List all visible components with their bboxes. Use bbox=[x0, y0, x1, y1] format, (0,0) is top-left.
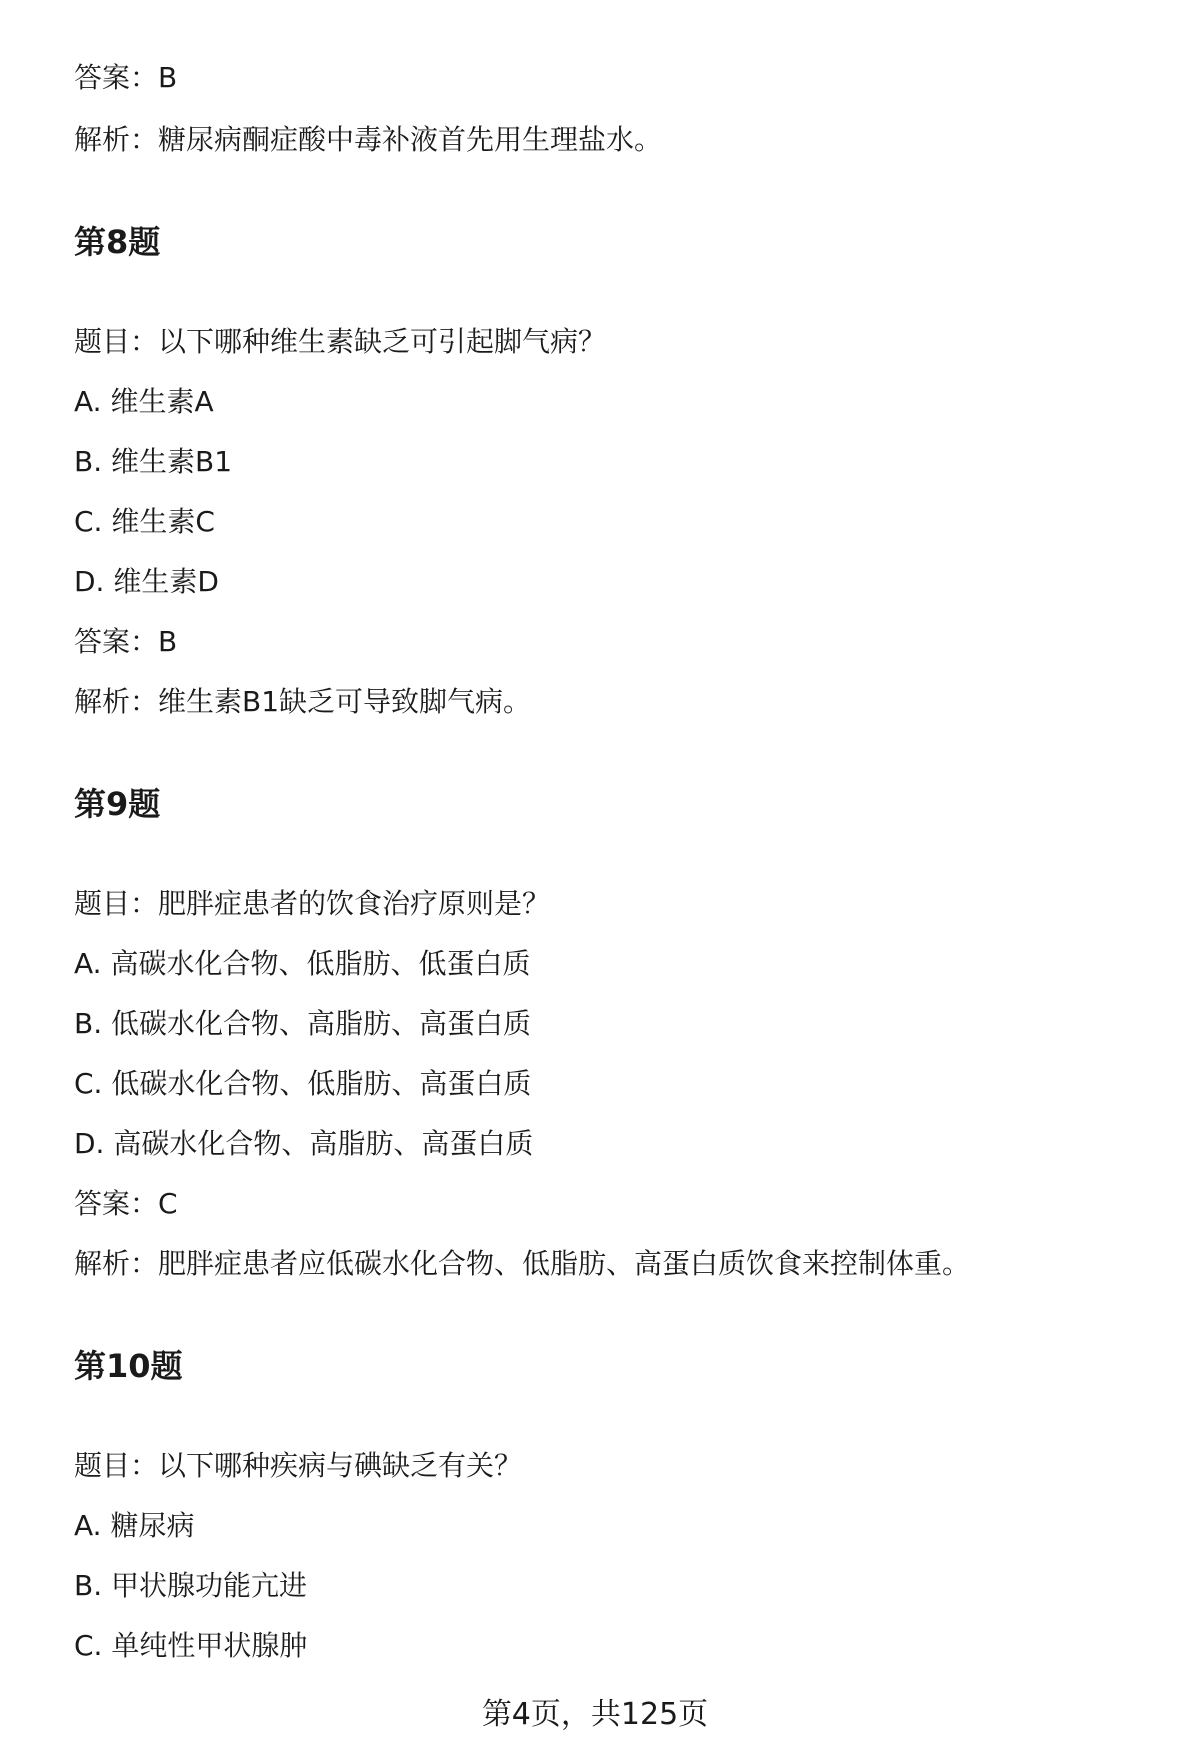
question-9-option-b: B. 低碳水化合物、高脂肪、高蛋白质 bbox=[74, 1007, 532, 1040]
question-9-analysis: 解析：肥胖症患者应低碳水化合物、低脂肪、高蛋白质饮食来控制体重。 bbox=[74, 1247, 971, 1280]
question-9-answer: 答案：C bbox=[74, 1187, 178, 1220]
question-8-option-d: D. 维生素D bbox=[74, 565, 219, 598]
question-8-analysis: 解析：维生素B1缺乏可导致脚气病。 bbox=[74, 685, 532, 718]
question-10-text: 题目：以下哪种疾病与碘缺乏有关？ bbox=[74, 1449, 523, 1482]
question-10-option-c: C. 单纯性甲状腺肿 bbox=[74, 1629, 308, 1662]
question-8-option-c: C. 维生素C bbox=[74, 505, 215, 538]
question-9-option-d: D. 高碳水化合物、高脂肪、高蛋白质 bbox=[74, 1127, 534, 1160]
question-9-heading: 第9题 bbox=[74, 785, 161, 823]
previous-question-answer: 答案：B bbox=[74, 61, 178, 94]
question-8-text: 题目：以下哪种维生素缺乏可引起脚气病？ bbox=[74, 325, 607, 358]
question-8-option-a: A. 维生素A bbox=[74, 385, 214, 418]
question-8-option-b: B. 维生素B1 bbox=[74, 445, 233, 478]
question-9-option-a: A. 高碳水化合物、低脂肪、低蛋白质 bbox=[74, 947, 531, 980]
question-8-answer: 答案：B bbox=[74, 625, 178, 658]
question-9-option-c: C. 低碳水化合物、低脂肪、高蛋白质 bbox=[74, 1067, 532, 1100]
question-10-heading: 第10题 bbox=[74, 1347, 183, 1385]
question-9-text: 题目：肥胖症患者的饮食治疗原则是？ bbox=[74, 887, 551, 920]
page-number-footer: 第4页，共125页 bbox=[481, 1697, 709, 1732]
question-8-heading: 第8题 bbox=[74, 223, 161, 261]
previous-question-analysis: 解析：糖尿病酮症酸中毒补液首先用生理盐水。 bbox=[74, 123, 663, 156]
question-10-option-a: A. 糖尿病 bbox=[74, 1509, 195, 1542]
question-10-option-b: B. 甲状腺功能亢进 bbox=[74, 1569, 308, 1602]
